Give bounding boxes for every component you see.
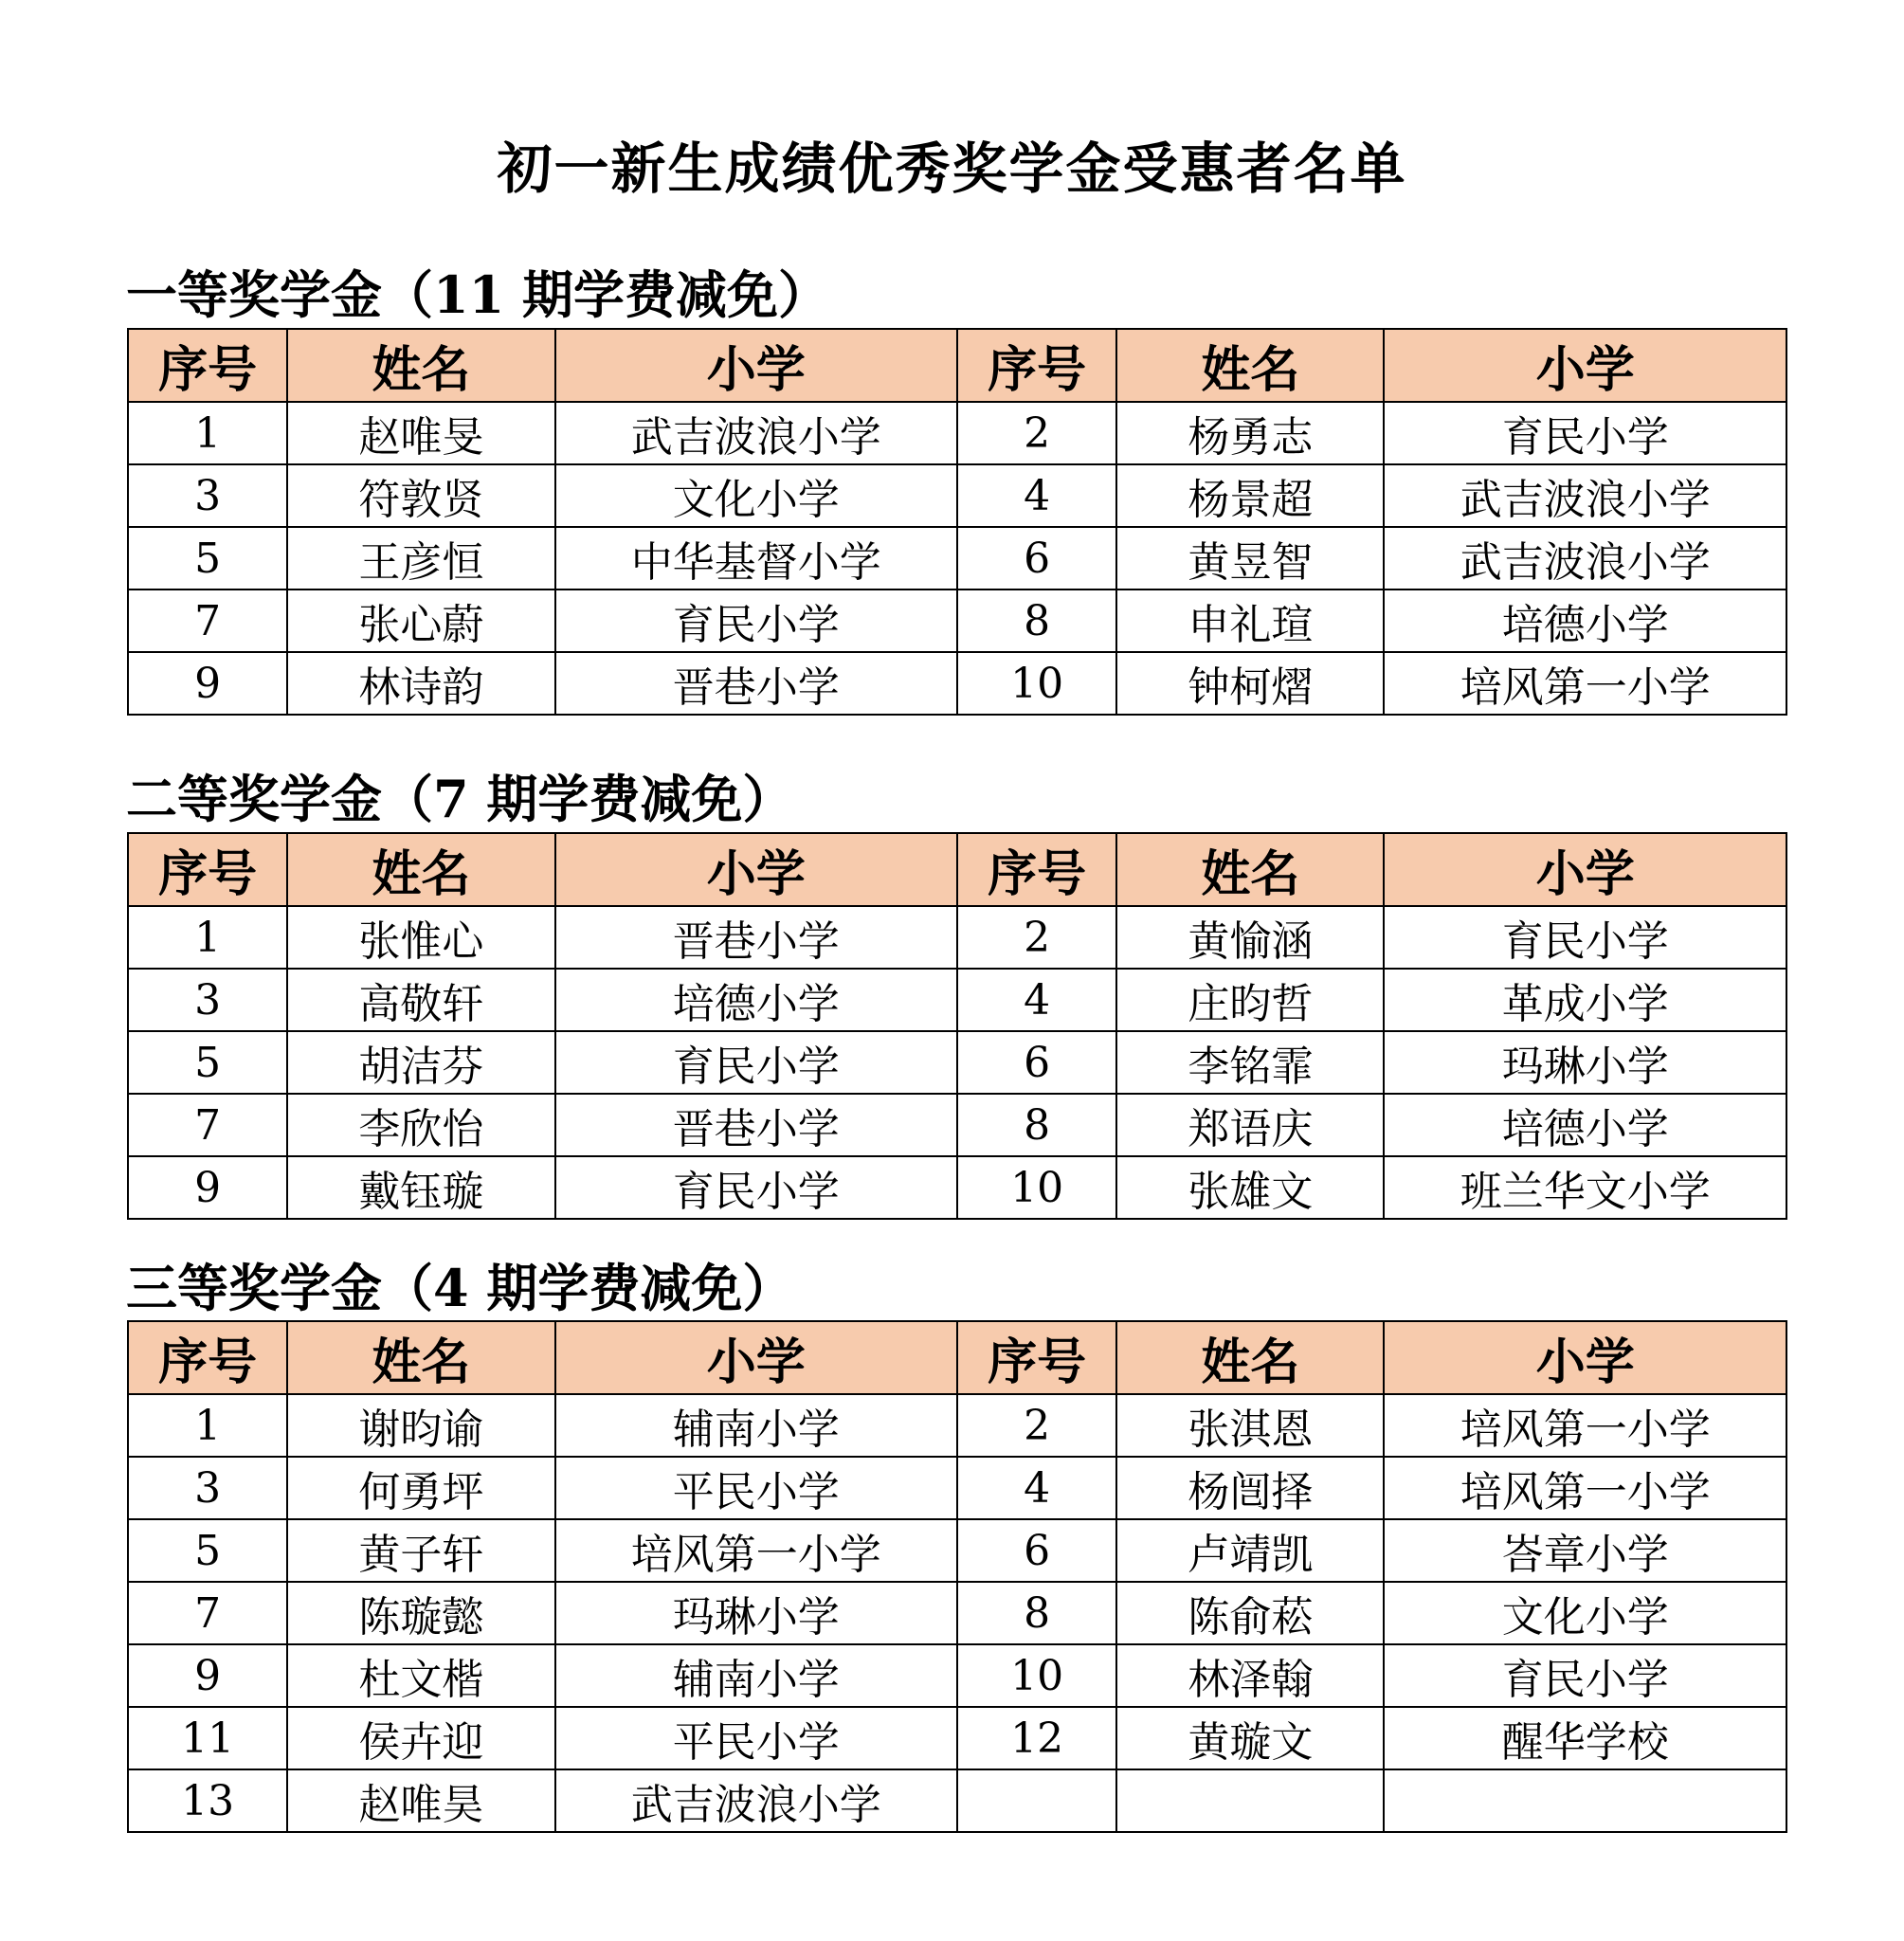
cell-school: 培德小学 bbox=[555, 969, 957, 1031]
table-row bbox=[128, 590, 1786, 652]
cell-school: 武吉波浪小学 bbox=[1384, 464, 1786, 527]
cell-no: 10 bbox=[957, 1156, 1116, 1219]
third-prize-table bbox=[127, 1320, 1787, 1833]
cell-name: 杨景超 bbox=[1116, 464, 1384, 527]
cell-name: 陈璇懿 bbox=[287, 1582, 554, 1644]
table-row bbox=[128, 1457, 1786, 1519]
cell-name: 黄愉涵 bbox=[1116, 906, 1384, 969]
cell-school: 晋巷小学 bbox=[555, 906, 957, 969]
cell-school: 武吉波浪小学 bbox=[555, 1769, 957, 1832]
cell-no: 11 bbox=[128, 1707, 287, 1769]
table-row bbox=[128, 1707, 1786, 1769]
cell-no: 1 bbox=[128, 402, 287, 464]
cell-school: 文化小学 bbox=[1384, 1582, 1786, 1644]
cell-school: 培德小学 bbox=[1384, 590, 1786, 652]
cell-school: 辅南小学 bbox=[555, 1394, 957, 1457]
cell-school: 育民小学 bbox=[1384, 1644, 1786, 1707]
table-row bbox=[128, 1582, 1786, 1644]
table-row bbox=[128, 652, 1786, 715]
table-row bbox=[128, 1644, 1786, 1707]
cell-school: 培风第一小学 bbox=[1384, 1457, 1786, 1519]
cell-name: 李欣怡 bbox=[287, 1094, 554, 1156]
cell-no: 3 bbox=[128, 969, 287, 1031]
cell-name: 郑语庆 bbox=[1116, 1094, 1384, 1156]
cell-no: 8 bbox=[957, 590, 1116, 652]
header-school: 小学 bbox=[1384, 833, 1786, 906]
cell-no: 3 bbox=[128, 464, 287, 527]
table-row bbox=[128, 1519, 1786, 1582]
cell-no bbox=[957, 1769, 1116, 1832]
cell-no: 9 bbox=[128, 1156, 287, 1219]
cell-school: 培德小学 bbox=[1384, 1094, 1786, 1156]
cell-school: 育民小学 bbox=[555, 590, 957, 652]
header-school: 小学 bbox=[555, 1321, 957, 1394]
cell-name: 黄昱智 bbox=[1116, 527, 1384, 590]
cell-school: 武吉波浪小学 bbox=[555, 402, 957, 464]
cell-name: 王彦恒 bbox=[287, 527, 554, 590]
cell-no: 7 bbox=[128, 1094, 287, 1156]
cell-no: 4 bbox=[957, 969, 1116, 1031]
cell-no: 6 bbox=[957, 1031, 1116, 1094]
cell-name: 戴钰璇 bbox=[287, 1156, 554, 1219]
second-prize-table bbox=[127, 832, 1787, 1220]
cell-name: 胡洁芬 bbox=[287, 1031, 554, 1094]
header-name: 姓名 bbox=[1116, 833, 1384, 906]
cell-school: 文化小学 bbox=[555, 464, 957, 527]
cell-no: 2 bbox=[957, 906, 1116, 969]
cell-no: 2 bbox=[957, 1394, 1116, 1457]
cell-school: 玛琳小学 bbox=[555, 1582, 957, 1644]
cell-name: 黄子轩 bbox=[287, 1519, 554, 1582]
cell-school: 育民小学 bbox=[555, 1031, 957, 1094]
cell-no: 6 bbox=[957, 1519, 1116, 1582]
cell-no: 5 bbox=[128, 1519, 287, 1582]
cell-school: 峇章小学 bbox=[1384, 1519, 1786, 1582]
header-school: 小学 bbox=[1384, 329, 1786, 402]
cell-name: 林泽翰 bbox=[1116, 1644, 1384, 1707]
cell-no: 5 bbox=[128, 1031, 287, 1094]
table-row bbox=[128, 527, 1786, 590]
cell-name: 赵唯旻 bbox=[287, 402, 554, 464]
header-no: 序号 bbox=[128, 1321, 287, 1394]
cell-school: 育民小学 bbox=[1384, 906, 1786, 969]
cell-no: 4 bbox=[957, 464, 1116, 527]
cell-name: 林诗韵 bbox=[287, 652, 554, 715]
header-name: 姓名 bbox=[1116, 329, 1384, 402]
cell-name: 高敬轩 bbox=[287, 969, 554, 1031]
cell-name: 黄璇文 bbox=[1116, 1707, 1384, 1769]
header-name: 姓名 bbox=[287, 1321, 554, 1394]
cell-school: 晋巷小学 bbox=[555, 1094, 957, 1156]
cell-school: 辅南小学 bbox=[555, 1644, 957, 1707]
cell-school: 武吉波浪小学 bbox=[1384, 527, 1786, 590]
cell-name: 张惟心 bbox=[287, 906, 554, 969]
cell-school: 醒华学校 bbox=[1384, 1707, 1786, 1769]
cell-name: 申礼瑄 bbox=[1116, 590, 1384, 652]
table-header-row bbox=[128, 833, 1786, 906]
cell-name: 杨闿择 bbox=[1116, 1457, 1384, 1519]
cell-school: 培风第一小学 bbox=[555, 1519, 957, 1582]
cell-name: 侯卉迎 bbox=[287, 1707, 554, 1769]
cell-name: 陈俞菘 bbox=[1116, 1582, 1384, 1644]
cell-no: 5 bbox=[128, 527, 287, 590]
cell-name bbox=[1116, 1769, 1384, 1832]
second-prize-heading: 二等奖学金（7 期学费减免） bbox=[126, 769, 794, 829]
cell-school: 平民小学 bbox=[555, 1457, 957, 1519]
header-no: 序号 bbox=[957, 1321, 1116, 1394]
header-school: 小学 bbox=[555, 833, 957, 906]
cell-school: 育民小学 bbox=[1384, 402, 1786, 464]
table-row bbox=[128, 1156, 1786, 1219]
header-no: 序号 bbox=[957, 833, 1116, 906]
cell-name: 符敦贤 bbox=[287, 464, 554, 527]
cell-no: 10 bbox=[957, 1644, 1116, 1707]
cell-no: 13 bbox=[128, 1769, 287, 1832]
cell-school: 培风第一小学 bbox=[1384, 652, 1786, 715]
cell-no: 4 bbox=[957, 1457, 1116, 1519]
cell-name: 张雄文 bbox=[1116, 1156, 1384, 1219]
header-no: 序号 bbox=[957, 329, 1116, 402]
table-row bbox=[128, 1031, 1786, 1094]
cell-name: 钟柯熠 bbox=[1116, 652, 1384, 715]
first-prize-table bbox=[127, 328, 1787, 716]
cell-school: 晋巷小学 bbox=[555, 652, 957, 715]
table-row bbox=[128, 1394, 1786, 1457]
table-row bbox=[128, 1094, 1786, 1156]
cell-school: 玛琳小学 bbox=[1384, 1031, 1786, 1094]
page-title: 初一新生成绩优秀奖学金受惠者名单 bbox=[497, 136, 1407, 201]
cell-name: 赵唯昊 bbox=[287, 1769, 554, 1832]
cell-name: 卢靖凯 bbox=[1116, 1519, 1384, 1582]
cell-no: 6 bbox=[957, 527, 1116, 590]
header-name: 姓名 bbox=[287, 329, 554, 402]
cell-school: 培风第一小学 bbox=[1384, 1394, 1786, 1457]
header-school: 小学 bbox=[555, 329, 957, 402]
cell-name: 杨勇志 bbox=[1116, 402, 1384, 464]
header-no: 序号 bbox=[128, 833, 287, 906]
cell-name: 张淇恩 bbox=[1116, 1394, 1384, 1457]
cell-no: 10 bbox=[957, 652, 1116, 715]
cell-name: 庄昀哲 bbox=[1116, 969, 1384, 1031]
cell-name: 杜文楷 bbox=[287, 1644, 554, 1707]
cell-no: 7 bbox=[128, 1582, 287, 1644]
cell-name: 谢昀谕 bbox=[287, 1394, 554, 1457]
table-row bbox=[128, 464, 1786, 527]
table-header-row bbox=[128, 1321, 1786, 1394]
cell-school: 中华基督小学 bbox=[555, 527, 957, 590]
cell-no: 1 bbox=[128, 1394, 287, 1457]
cell-no: 3 bbox=[128, 1457, 287, 1519]
cell-no: 8 bbox=[957, 1094, 1116, 1156]
table-row bbox=[128, 906, 1786, 969]
header-no: 序号 bbox=[128, 329, 287, 402]
first-prize-heading: 一等奖学金（11 期学费减免） bbox=[126, 264, 829, 325]
cell-no: 7 bbox=[128, 590, 287, 652]
cell-name: 李铭霏 bbox=[1116, 1031, 1384, 1094]
cell-school: 育民小学 bbox=[555, 1156, 957, 1219]
cell-school: 班兰华文小学 bbox=[1384, 1156, 1786, 1219]
cell-school: 平民小学 bbox=[555, 1707, 957, 1769]
cell-name: 何勇坪 bbox=[287, 1457, 554, 1519]
table-header-row bbox=[128, 329, 1786, 402]
header-school: 小学 bbox=[1384, 1321, 1786, 1394]
cell-name: 张心蔚 bbox=[287, 590, 554, 652]
cell-no: 1 bbox=[128, 906, 287, 969]
header-name: 姓名 bbox=[287, 833, 554, 906]
table-row bbox=[128, 969, 1786, 1031]
cell-school bbox=[1384, 1769, 1786, 1832]
third-prize-heading: 三等奖学金（4 期学费减免） bbox=[126, 1258, 794, 1318]
cell-no: 8 bbox=[957, 1582, 1116, 1644]
header-name: 姓名 bbox=[1116, 1321, 1384, 1394]
cell-school: 革成小学 bbox=[1384, 969, 1786, 1031]
cell-no: 9 bbox=[128, 652, 287, 715]
cell-no: 12 bbox=[957, 1707, 1116, 1769]
table-row bbox=[128, 1769, 1786, 1832]
table-row bbox=[128, 402, 1786, 464]
cell-no: 2 bbox=[957, 402, 1116, 464]
cell-no: 9 bbox=[128, 1644, 287, 1707]
